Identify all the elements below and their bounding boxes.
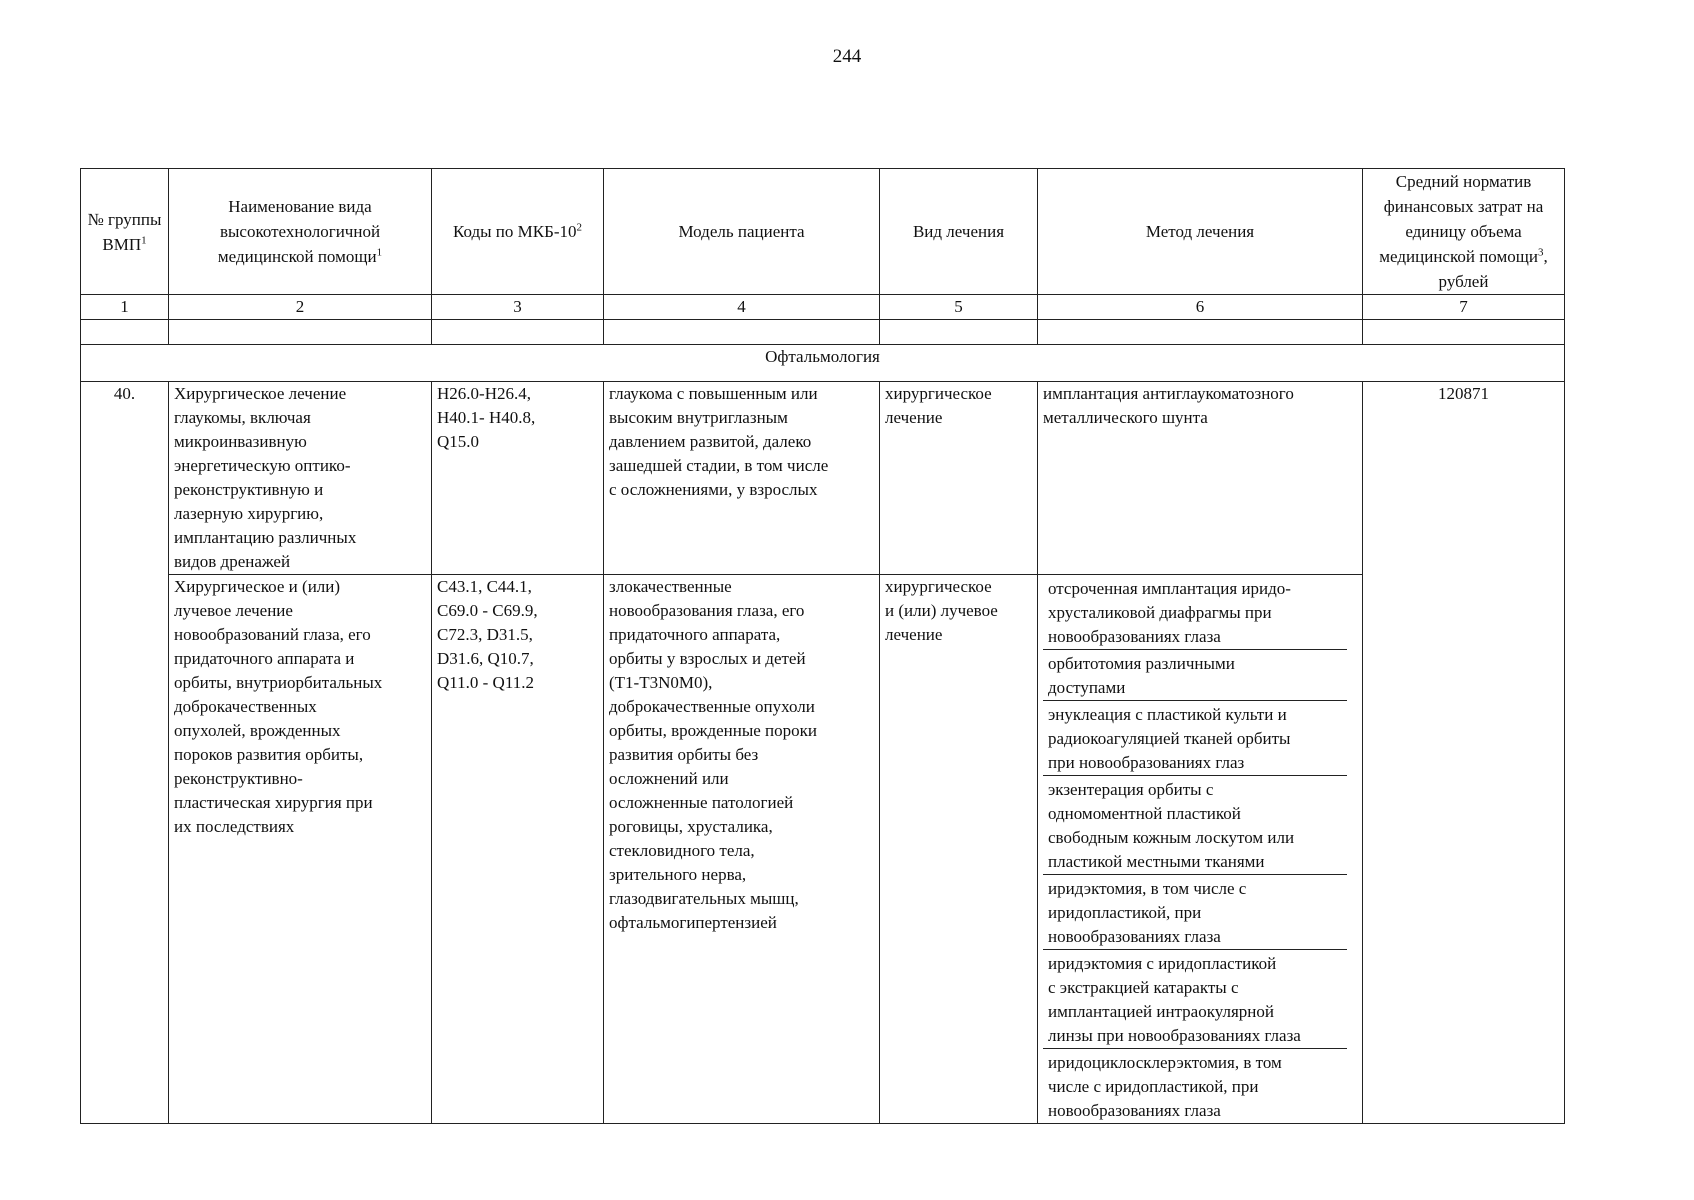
page-number: 244 bbox=[832, 46, 862, 67]
column-number: 4 bbox=[604, 295, 880, 320]
column-number: 7 bbox=[1363, 295, 1565, 320]
group-number: 40. bbox=[81, 382, 169, 1124]
treatment-type: хирургическое лечение bbox=[880, 382, 1038, 575]
column-number: 3 bbox=[432, 295, 604, 320]
column-number: 1 bbox=[81, 295, 169, 320]
column-number: 6 bbox=[1038, 295, 1363, 320]
icd-codes: H26.0-H26.4, H40.1- H40.8, Q15.0 bbox=[432, 382, 604, 575]
section-title: Офтальмология bbox=[81, 345, 1565, 382]
treatment-method: иридэктомия, в том числе с иридопластикой, при новообразованиях глаза bbox=[1043, 875, 1347, 950]
column-number: 5 bbox=[880, 295, 1038, 320]
patient-model: глаукома с повышенным или высоким внутриглазным давлением развитой, далеко зашедшей стадии, в том числе с осложнениями, у взрослых bbox=[604, 382, 880, 575]
treatment-method: экзентерация орбиты с одномоментной пластикой свободным кожным лоскутом или пластикой местными тканями bbox=[1043, 776, 1347, 875]
icd-codes: C43.1, C44.1, C69.0 - C69.9, C72.3, D31.5, D31.6, Q10.7, Q11.0 - Q11.2 bbox=[432, 575, 604, 1124]
header-icd-codes: Коды по МКБ-$10^2$ bbox=[432, 169, 604, 295]
patient-model: злокачественные новообразования глаза, его придаточного аппарата, орбиты у взрослых и детей (T1-T3N0M0), доброкачественные опухоли орбиты, врожденные пороки развития орбиты без осложнений или осложненные патологией роговицы, хрусталика, стекловидного тела, зрительного нерва, глазодвигательных мышц, офтальмогипертензией bbox=[604, 575, 880, 1124]
section-row bbox=[81, 345, 1565, 382]
treatment-methods-list bbox=[1038, 575, 1363, 1124]
treatment-method: имплантация антиглаукоматозного металлического шунта bbox=[1038, 382, 1363, 575]
table-row bbox=[81, 382, 1565, 575]
header-treatment-type: Вид лечения bbox=[880, 169, 1038, 295]
table-row bbox=[81, 575, 1565, 1124]
vmp-table bbox=[80, 168, 1565, 1124]
header-cost-norm: Средний норматив финансовых затрат на единицу объема медицинской помощи$^3$, рублей bbox=[1363, 169, 1565, 295]
cost-norm: 120871 bbox=[1363, 382, 1565, 1124]
care-type-name: Хирургическое и (или) лучевое лечение новообразований глаза, его придаточного аппарата и орбиты, внутриорбитальных доброкачественных опухолей, врожденных пороков развития орбиты, реконструктивно- пластическая хирургия при их последствиях bbox=[169, 575, 432, 1124]
treatment-method: энуклеация с пластикой культи и радиокоагуляцией тканей орбиты при новообразованиях глаз bbox=[1043, 701, 1347, 776]
column-number-row bbox=[81, 295, 1565, 320]
treatment-method: иридэктомия с иридопластикой с экстракцией катаракты с имплантацией интраокулярной линзы при новообразованиях глаза bbox=[1043, 950, 1347, 1049]
treatment-method: орбитотомия различными доступами bbox=[1043, 650, 1347, 701]
treatment-method: иридоциклосклерэктомия, в том числе с иридопластикой, при новообразованиях глаза bbox=[1048, 1053, 1282, 1120]
header-treatment-method: Метод лечения bbox=[1038, 169, 1363, 295]
care-type-name: Хирургическое лечение глаукомы, включая микроинвазивную энергетическую оптико- реконструктивную и лазерную хирургию, имплантацию различных видов дренажей bbox=[169, 382, 432, 575]
blank-row bbox=[81, 320, 1565, 345]
header-care-type: Наименование вида высокотехнологичной медицинской помощи$^1$ bbox=[169, 169, 432, 295]
column-number: 2 bbox=[169, 295, 432, 320]
header-row bbox=[81, 169, 1565, 295]
header-group-number: № группы ВМП$^1$ bbox=[81, 169, 169, 295]
header-patient-model: Модель пациента bbox=[604, 169, 880, 295]
treatment-method: отсроченная имплантация иридо- хрусталиковой диафрагмы при новообразованиях глаза bbox=[1043, 575, 1347, 650]
treatment-type: хирургическое и (или) лучевое лечение bbox=[880, 575, 1038, 1124]
